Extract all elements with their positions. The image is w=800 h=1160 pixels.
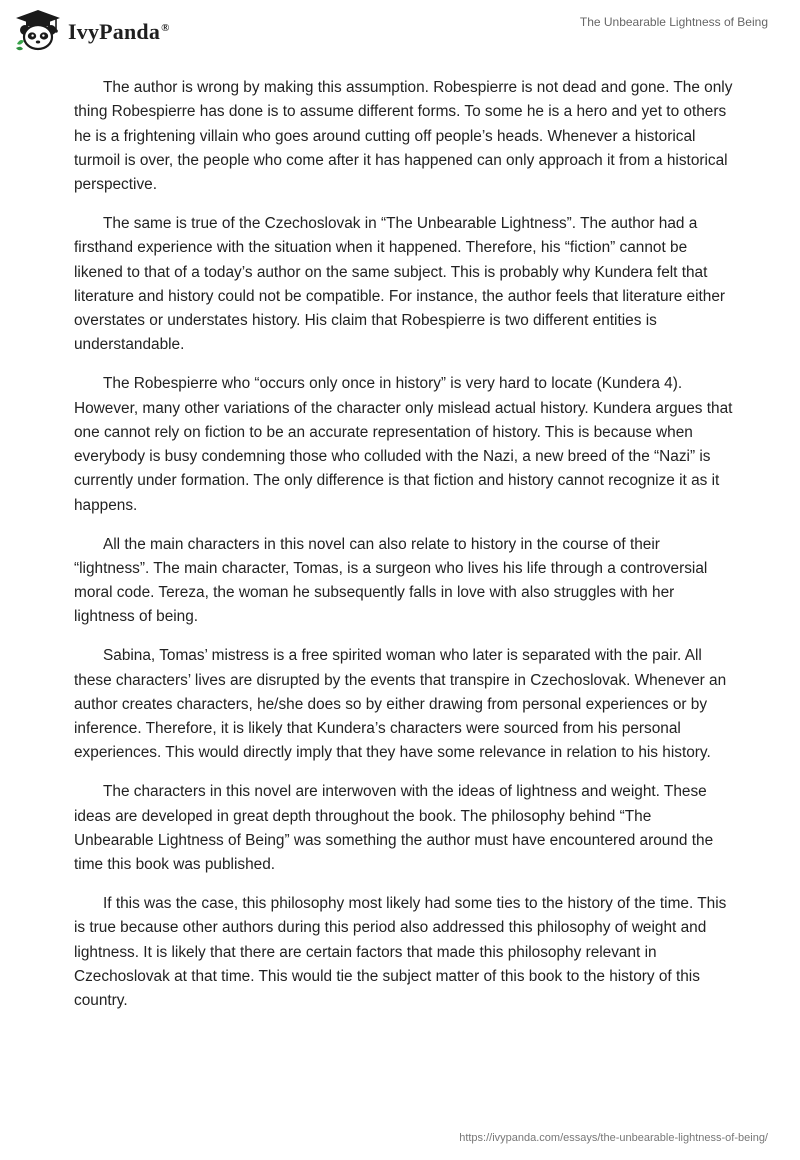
logo-name: IvyPanda (68, 19, 161, 44)
registered-mark: ® (161, 21, 170, 34)
paragraph: The same is true of the Czechoslovak in “The Unbearable Lightness”. The author had a firsthand experience with the situation when it happened. Therefore, his “fiction” cannot be likened to that of a today’s author on the same subject. This is probably why Kundera felt that literature and history could not be compatible. For instance, the author feels that literature either overstates or understates history. His claim that Robespierre is two different entities is understandable. (74, 214, 726, 354)
paragraph: The characters in this novel are interwoven with the ideas of lightness and weight. These ideas are developed in great depth throughout the book. The philosophy behind “The Unbearable Lightness of Being” was something the author must have encountered around the time this book was published. (74, 783, 714, 874)
panda-graduate-icon (14, 8, 62, 52)
source-url[interactable]: https://ivypanda.com/essays/the-unbearable-lightness-of-being/ (459, 1132, 768, 1144)
page-header (0, 0, 800, 60)
paragraph: All the main characters in this novel can also relate to history in the course of their “lightness”. The main character, Tomas, is a surgeon who lives his life through a controversial moral code. Tereza, the woman he subsequently falls in love with also struggles with her lightness of being. (74, 535, 708, 626)
essay-body (74, 76, 734, 1028)
logo-text (68, 19, 170, 45)
paragraph: If this was the case, this philosophy most likely had some ties to the history of the time. This is true because other authors during this period also addressed this philosophy of weight and lightness. It is likely that there are certain factors that made this philosophy relevant in Czechoslovak at that time. This would tie the subject matter of this book to the history of this country. (74, 894, 727, 1010)
paragraph: The Robespierre who “occurs only once in history” is very hard to locate (Kundera 4). However, many other variations of the character only mislead actual history. Kundera argues that one cannot rely on fiction to be an accurate representation of history. This is because when everybody is busy condemning those who colluded with the Nazi, a new breed of the “Nazi” is currently under formation. The only difference is that fiction and history cannot recognize it as it happens. (74, 375, 733, 514)
ivypanda-logo[interactable] (14, 8, 170, 52)
paragraph: Sabina, Tomas’ mistress is a free spirited woman who later is separated with the pair. All these characters’ lives are disrupted by the events that transpire in Czechoslovak. Whenever an author creates characters, he/she does so by either drawing from personal experiences or by inference. Therefore, it is likely that Kundera’s characters were sourced from his personal experiences. This would directly imply that they have some relevance in relation to his history. (74, 647, 727, 762)
paragraph: The author is wrong by making this assumption. Robespierre is not dead and gone. The only thing Robespierre has done is to assume different forms. To some he is a hero and yet to others he is a frightening villain who goes around cutting off people’s heads. Whenever a historical turmoil is over, the people who come after it has happened can only approach it from a historical perspective. (74, 79, 733, 194)
document-title: The Unbearable Lightness of Being (579, 15, 768, 29)
